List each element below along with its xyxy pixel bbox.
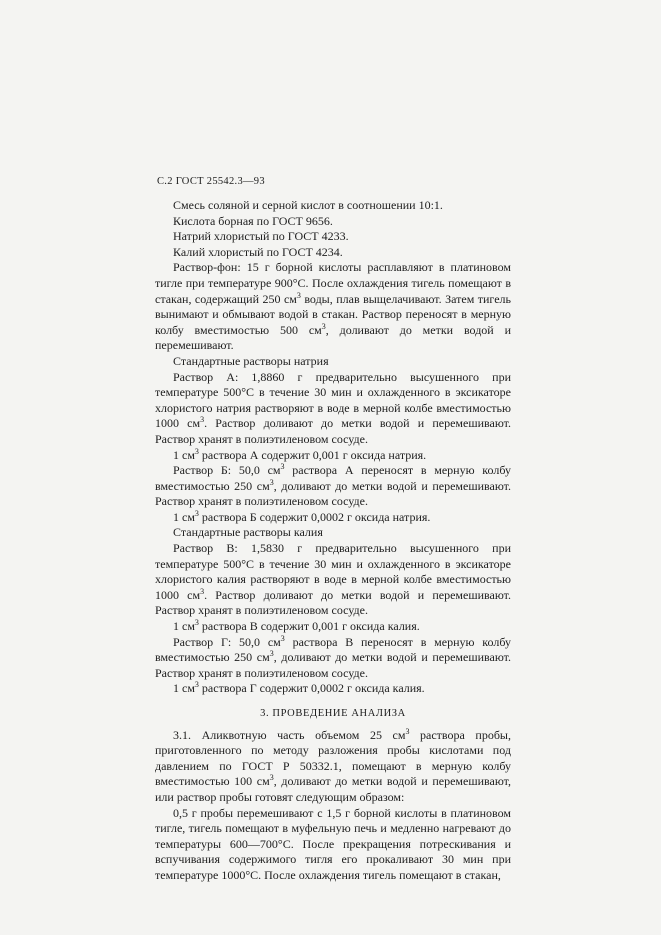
text: раствора Б содержит 0,0002 г оксида натрия. (198, 509, 431, 524)
superscript: 3 (296, 290, 301, 300)
text: , доливают до метки водой и перемешивают. (155, 322, 511, 353)
paragraph-solution-g (155, 635, 511, 682)
text: раствора В переносят в мерную колбу вместимостью 250 см (155, 634, 511, 665)
paragraph: Кислота борная по ГОСТ 9656. (173, 213, 333, 228)
paragraph (155, 448, 511, 464)
paragraph-background-solution (155, 260, 511, 354)
text: 1 см (173, 509, 195, 524)
text: , доливают до метки водой и перемешивают. Раствор хранят в полиэтиленовом сосуде. (155, 650, 511, 680)
paragraph-3-1 (155, 728, 511, 806)
text: 1 см (173, 447, 195, 462)
paragraph (155, 681, 511, 697)
text: , доливают до метки водой и перемешивают. Раствор хранят в полиэтиленовом сосуде. (155, 478, 511, 509)
text: , доливают до метки водой и перемешивают, или раствор пробы готовят следующим образом: (155, 774, 511, 804)
section-title: 3. ПРОВЕДЕНИЕ АНАЛИЗА (260, 708, 406, 719)
text: раствора пробы, приготовленного по методу разложения пробы кислотами под давлением по ГОСТ Р 50332.1, помещают в мерную колбу вместимостью 100 см (155, 727, 511, 789)
text: 1 см (173, 619, 195, 634)
text: Раствор Б: 50,0 см (173, 463, 281, 478)
paragraph-solution-b (155, 463, 511, 510)
text: раствора В содержит 0,001 г оксида калия. (198, 619, 420, 634)
superscript: 3 (194, 680, 199, 690)
paragraph: Смесь соляной и серной кислот в соотношении 10:1. (173, 198, 443, 212)
subheading: Стандартные растворы натрия (173, 353, 329, 368)
paragraph: 0,5 г пробы перемешивают с 1,5 г борной кислоты в платиновом тигле, тигель помещают в муфельную печь и медленно нагревают до температуры 600—700°С. После прекращения потрескивания и вспучивания содержимого тигля его прокаливают 30 мин при температуре 1000°С. После охлаждения тигель помещают в стакан, (155, 805, 511, 882)
subheading: Стандартные растворы калия (173, 525, 323, 540)
paragraph-solution-a (155, 370, 511, 448)
text: . Раствор доливают до метки водой и перемешивают. Раствор хранят в полиэтиленовом сосуде. (155, 587, 511, 618)
text: раствора А переносят в мерную колбу вместимостью 250 см (155, 463, 511, 493)
superscript: 3 (269, 773, 274, 783)
superscript: 3 (194, 508, 199, 518)
document-body (155, 198, 511, 884)
text: . Раствор доливают до метки водой и перемешивают. Раствор хранят в полиэтиленовом сосуде. (155, 416, 511, 446)
superscript: 3 (194, 446, 199, 456)
text: 1 см (173, 681, 195, 696)
text: 3.1. Аликвотную часть объемом 25 см (173, 727, 406, 742)
text: раствора Г содержит 0,0002 г оксида калия. (198, 681, 425, 696)
superscript: 3 (321, 321, 326, 331)
text: раствора А содержит 0,001 г оксида натрия. (198, 447, 427, 462)
text: Раствор В: 1,5830 г предварительно высушенного при температуре 500°С в течение 30 мин и охлажденного в эксикаторе хлористого калия растворяют в воде в мерной колбе вместимостью 1000 см (155, 541, 511, 602)
paragraph-solution-v (155, 541, 511, 619)
superscript: 3 (194, 618, 199, 628)
paragraph (155, 619, 511, 635)
text: Раствор-фон: 15 г борной кислоты расплавляют в платиновом тигле при температуре 900°С. После охлаждения тигель помещают в стакан, содержащий 250 см (155, 260, 511, 306)
superscript: 3 (280, 633, 285, 643)
paragraph (155, 510, 511, 526)
superscript: 3 (200, 415, 205, 425)
paragraph: Калий хлористый по ГОСТ 4234. (173, 244, 343, 259)
superscript: 3 (405, 726, 410, 736)
text: Раствор Г: 50,0 см (173, 634, 281, 649)
page-header: С.2 ГОСТ 25542.3—93 (157, 176, 265, 187)
paragraph: Натрий хлористый по ГОСТ 4233. (173, 229, 349, 244)
text: воды, плав выщелачивают. Затем тигель вынимают и обмывают водой в стакан. Раствор переносят в мерную колбу вместимостью 500 см (155, 291, 511, 337)
superscript: 3 (280, 462, 285, 472)
superscript: 3 (269, 477, 274, 487)
superscript: 3 (200, 586, 205, 596)
superscript: 3 (269, 649, 274, 659)
text: Раствор А: 1,8860 г предварительно высушенного при температуре 500°С в течение 30 мин и охлажденного в эксикаторе хлористого натрия растворяют в воде в мерной колбе вместимостью 1000 см (155, 369, 511, 431)
